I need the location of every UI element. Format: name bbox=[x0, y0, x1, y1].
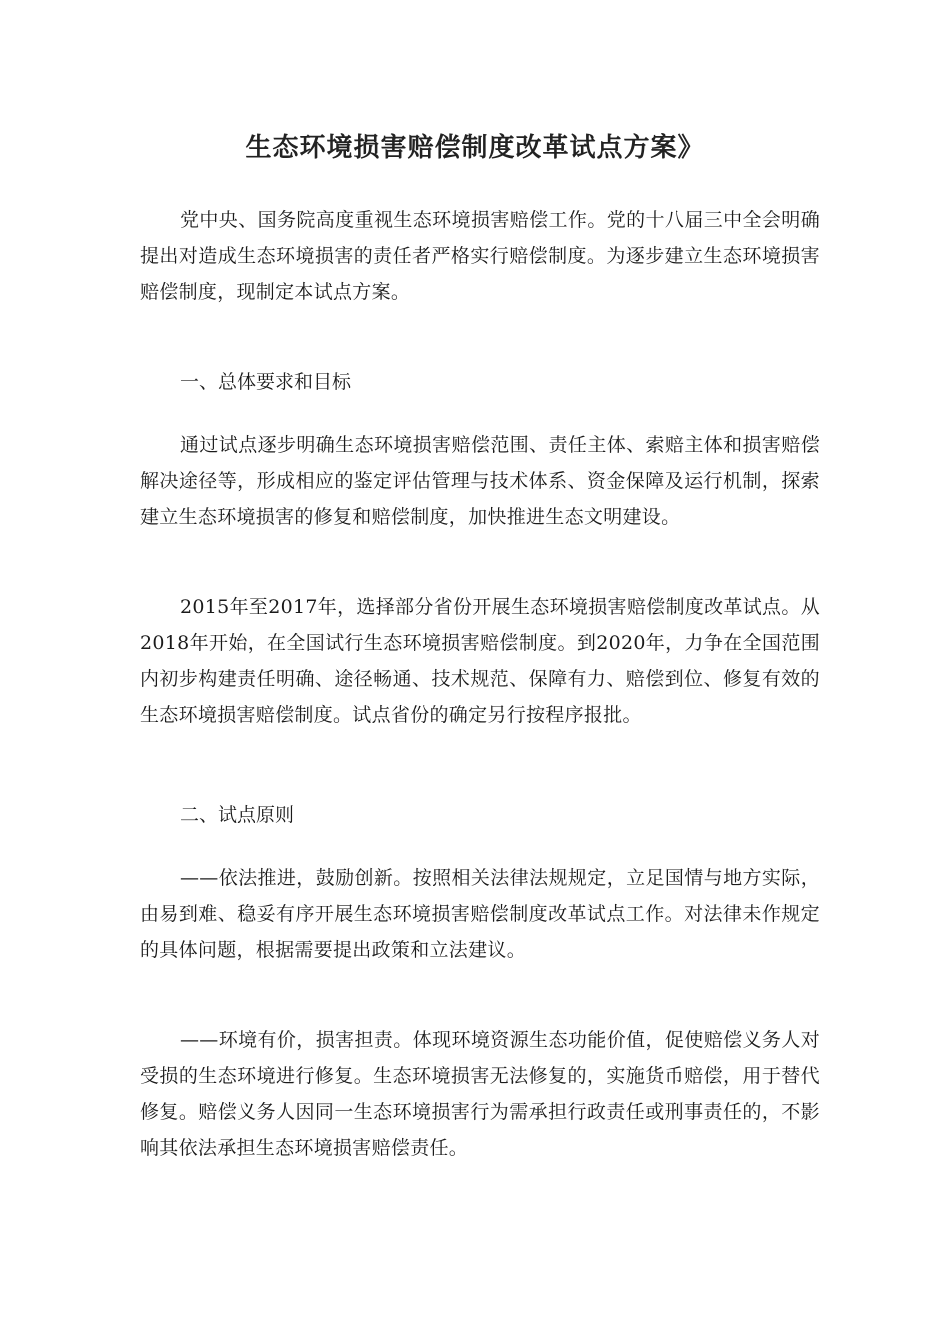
section-heading-general-requirements: 一、总体要求和目标 bbox=[180, 371, 352, 393]
principle-paragraph-environment-value: ——环境有价，损害担责。体现环境资源生态功能价值，促使赔偿义务人对受损的生态环境进行修复。生态环境损害无法修复的，实施货币赔偿，用于替代修复。赔偿义务人因同一生态环境损害行为需承担行政责任或刑事责任的，不影响其依法承担生态环境损害赔偿责任。 bbox=[140, 1029, 820, 1159]
principle-paragraph-lawful: ——依法推进，鼓励创新。按照相关法律法规规定，立足国情与地方实际，由易到难、稳妥有序开展生态环境损害赔偿制度改革试点工作。对法律未作规定的具体问题，根据需要提出政策和立法建议。 bbox=[140, 867, 820, 961]
section-heading-pilot-principles: 二、试点原则 bbox=[180, 804, 295, 826]
intro-paragraph: 党中央、国务院高度重视生态环境损害赔偿工作。党的十八届三中全会明确提出对造成生态环境损害的责任者严格实行赔偿制度。为逐步建立生态环境损害赔偿制度，现制定本试点方案。 bbox=[140, 209, 820, 303]
timeline-paragraph: 2015年至2017年，选择部分省份开展生态环境损害赔偿制度改革试点。从2018年开始，在全国试行生态环境损害赔偿制度。到2020年，力争在全国范围内初步构建责任明确、途径畅通、技术规范、保障有力、赔偿到位、修复有效的生态环境损害赔偿制度。试点省份的确定另行按程序报批。 bbox=[140, 596, 820, 726]
goals-paragraph: 通过试点逐步明确生态环境损害赔偿范围、责任主体、索赔主体和损害赔偿解决途径等，形成相应的鉴定评估管理与技术体系、资金保障及运行机制，探索建立生态环境损害的修复和赔偿制度，加快推进生态文明建设。 bbox=[140, 434, 820, 528]
document-title: 生态环境损害赔偿制度改革试点方案》 bbox=[245, 133, 705, 163]
